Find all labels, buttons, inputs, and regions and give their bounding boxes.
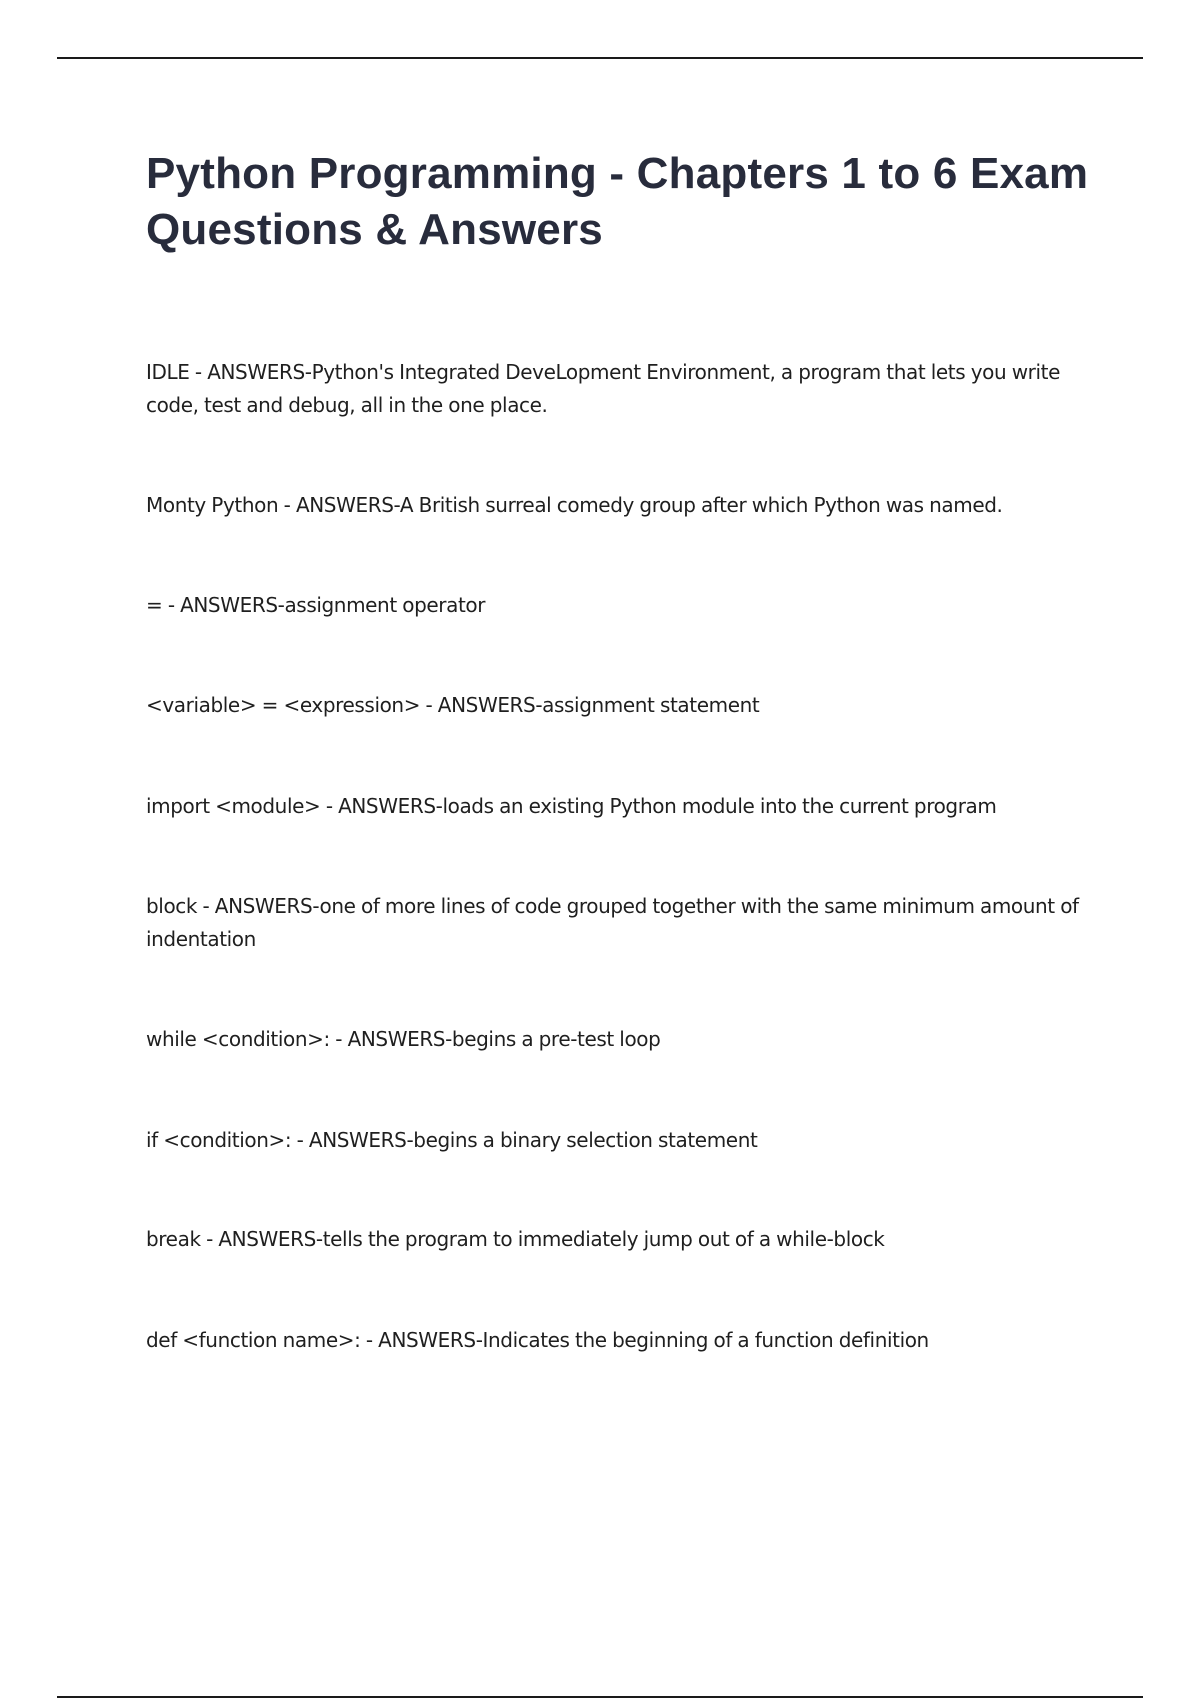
bottom-divider [57,1696,1143,1698]
qa-entry: break - ANSWERS-tells the program to immediately jump out of a while-block [146,1227,885,1251]
page-title: Python Programming - Chapters 1 to 6 Exam Questions & Answers [146,149,1089,254]
qa-entry: <variable> = <expression> - ANSWERS-assignment statement [146,693,760,717]
qa-entry: block - ANSWERS-one of more lines of code grouped together with the same minimum amount of indentation [146,894,1079,951]
qa-entry: if <condition>: - ANSWERS-begins a binary selection statement [146,1128,758,1152]
qa-entry: = - ANSWERS-assignment operator [146,593,486,617]
qa-entry: IDLE - ANSWERS-Python's Integrated DeveLopment Environment, a program that lets you write code, test and debug, all in the one place. [146,360,1060,417]
top-divider [57,57,1143,59]
qa-entry: def <function name>: - ANSWERS-Indicates the beginning of a function definition [146,1328,929,1352]
qa-entry: Monty Python - ANSWERS-A British surreal comedy group after which Python was named. [146,493,1003,517]
qa-entry: import <module> - ANSWERS-loads an existing Python module into the current program [146,794,997,818]
qa-entry: while <condition>: - ANSWERS-begins a pre-test loop [146,1027,661,1051]
